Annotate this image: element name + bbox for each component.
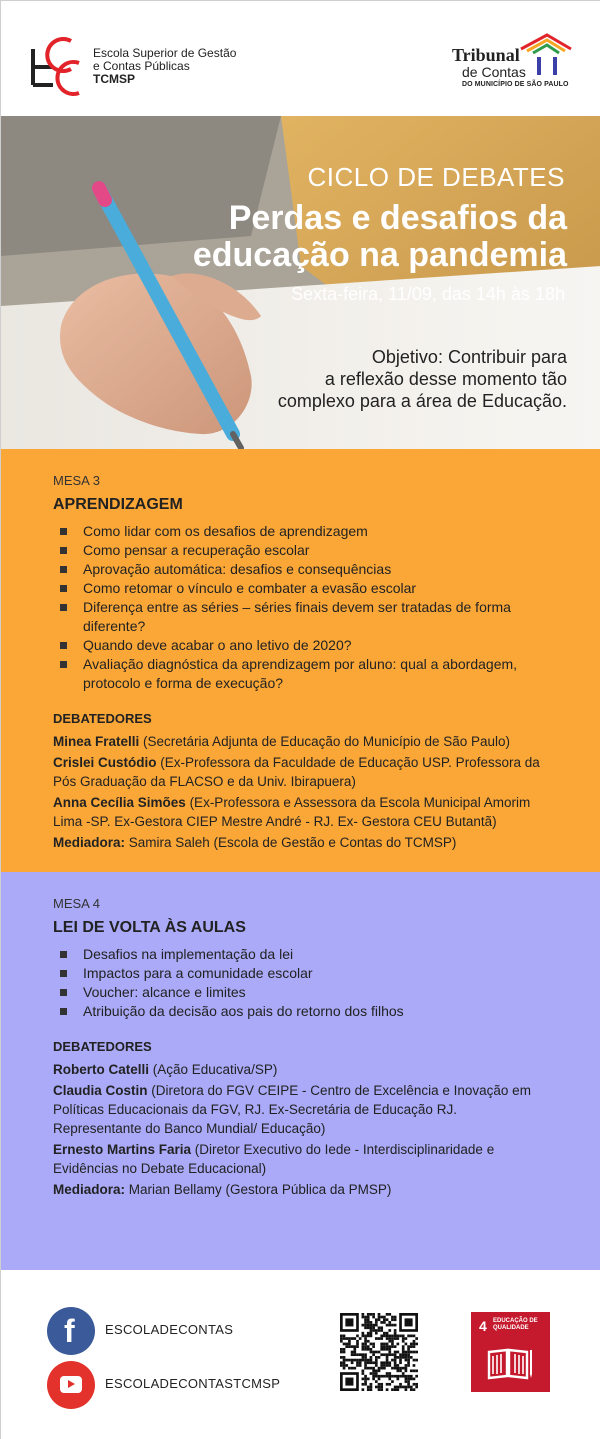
event-title <box>87 200 567 274</box>
cycle-kicker: CICLO DE DEBATES <box>307 162 565 192</box>
debater-name: Crislei Custódio <box>53 755 157 770</box>
mediator-desc: Samira Saleh (Escola de Gestão e Contas do TCMSP) <box>125 835 457 850</box>
tribunal-line3: DO MUNICÍPIO DE SÃO PAULO <box>462 81 569 88</box>
sdg-label-line1: EDUCAÇÃO DE <box>493 1318 538 1324</box>
hero-banner <box>1 116 600 449</box>
mesa4-debaters-heading: DEBATEDORES <box>53 1039 152 1054</box>
sdg-number: 4 <box>479 1318 487 1334</box>
mesa4-label: MESA 4 <box>53 896 100 911</box>
escola-name-line3: TCMSP <box>93 72 135 86</box>
facebook-icon[interactable]: f <box>47 1307 95 1355</box>
topic-item: Quando deve acabar o ano letivo de 2020? <box>53 636 549 655</box>
debater-entry <box>53 732 549 751</box>
mesa4-topics <box>53 945 549 1021</box>
objective-line2: a reflexão desse momento tão <box>324 369 567 389</box>
escola-logo-icon <box>29 29 89 101</box>
event-objective <box>227 346 567 412</box>
tribunal-line2: de Contas <box>462 64 526 80</box>
mesa3-topics <box>53 522 549 693</box>
escola-name <box>93 47 236 86</box>
debater-entry <box>53 793 549 831</box>
topic-item: Aprovação automática: desafios e consequências <box>53 560 549 579</box>
sdg-4-badge <box>471 1312 550 1392</box>
mesa3-section <box>1 449 600 872</box>
event-date: Sexta-feira, 11/09, das 14h às 18h <box>291 284 565 304</box>
debater-entry <box>53 1060 549 1079</box>
tribunal-line1: Tribunal <box>452 45 520 65</box>
debater-name: Anna Cecília Simões <box>53 795 186 810</box>
objective-line3: complexo para a área de Educação. <box>277 391 567 411</box>
debater-name: Claudia Costin <box>53 1083 148 1098</box>
topic-item: Diferença entre as séries – séries finais devem ser tratadas de forma diferente? <box>53 598 549 636</box>
debater-desc: (Ex-Professora e Assessora da Escola Municipal Amorim Lima -SP. Ex-Gestora CIEP Mestre André - RJ. Ex- Gestora CEU Butantã) <box>53 795 531 829</box>
debater-name: Roberto Catelli <box>53 1062 150 1077</box>
debater-desc: (Ex-Professora da Faculdade de Educação USP. Professora da Pós Graduação da FLACSO e da Univ. Ibirapuera) <box>53 755 540 789</box>
event-title-line2: educação na pandemia <box>192 236 567 274</box>
youtube-handle[interactable]: ESCOLADECONTASTCMSP <box>105 1376 281 1391</box>
debater-entry <box>53 1140 549 1178</box>
debater-desc: (Secretária Adjunta de Educação do Município de São Paulo) <box>139 734 511 749</box>
topic-item: Como lidar com os desafios de aprendizagem <box>53 522 549 541</box>
debater-desc: (Ação Educativa/SP) <box>149 1062 278 1077</box>
mesa3-title: APRENDIZAGEM <box>53 496 183 513</box>
topic-item: Como retomar o vínculo e combater a evasão escolar <box>53 579 549 598</box>
facebook-handle[interactable]: ESCOLADECONTAS <box>105 1322 234 1337</box>
mediator-desc: Marian Bellamy (Gestora Pública da PMSP) <box>125 1182 392 1197</box>
mesa4-section <box>1 872 600 1270</box>
debater-entry <box>53 753 549 791</box>
escola-name-line2: e Contas Públicas <box>93 59 190 73</box>
topic-item: Como pensar a recuperação escolar <box>53 541 549 560</box>
debater-name: Minea Fratelli <box>53 734 140 749</box>
book-pencil-icon <box>487 1346 535 1382</box>
topic-item: Voucher: alcance e limites <box>53 983 549 1002</box>
mediator-entry <box>53 833 549 852</box>
escola-name-line1: Escola Superior de Gestão <box>93 46 237 60</box>
footer <box>1 1270 600 1439</box>
topic-item: Atribuição da decisão aos pais do retorno dos filhos <box>53 1002 549 1021</box>
sdg-label <box>493 1318 538 1332</box>
debater-desc: (Diretor Executivo do Iede - Interdisciplinaridade e Evidências no Debate Educacional) <box>53 1142 495 1176</box>
mesa4-title: LEI DE VOLTA ÀS AULAS <box>53 919 246 936</box>
mesa3-label: MESA 3 <box>53 473 100 488</box>
mediator-label: Mediadora: <box>53 835 126 850</box>
youtube-icon[interactable] <box>47 1361 95 1409</box>
qr-code-icon[interactable] <box>340 1313 418 1391</box>
debater-desc: (Diretora do FGV CEIPE - Centro de Excelência e Inovação em Políticas Educacionais da FGV, RJ. Ex-Secretária de Educação RJ. Representante do Banco Mundial/ Educação) <box>53 1083 531 1136</box>
topic-item: Desafios na implementação da lei <box>53 945 549 964</box>
sdg-label-line2: QUALIDADE <box>493 1325 529 1331</box>
topic-item: Avaliação diagnóstica da aprendizagem por aluno: qual a abordagem, protocolo e forma de execução? <box>53 655 549 693</box>
mediator-label: Mediadora: <box>53 1182 126 1197</box>
mesa3-debaters-heading: DEBATEDORES <box>53 711 152 726</box>
debater-name: Ernesto Martins Faria <box>53 1142 192 1157</box>
event-title-line1: Perdas e desafios da <box>228 199 567 237</box>
debater-entry <box>53 1081 549 1138</box>
objective-line1: Objetivo: Contribuir para <box>371 347 567 367</box>
topic-item: Impactos para a comunidade escolar <box>53 964 549 983</box>
header <box>1 1 600 116</box>
mediator-entry <box>53 1180 549 1199</box>
